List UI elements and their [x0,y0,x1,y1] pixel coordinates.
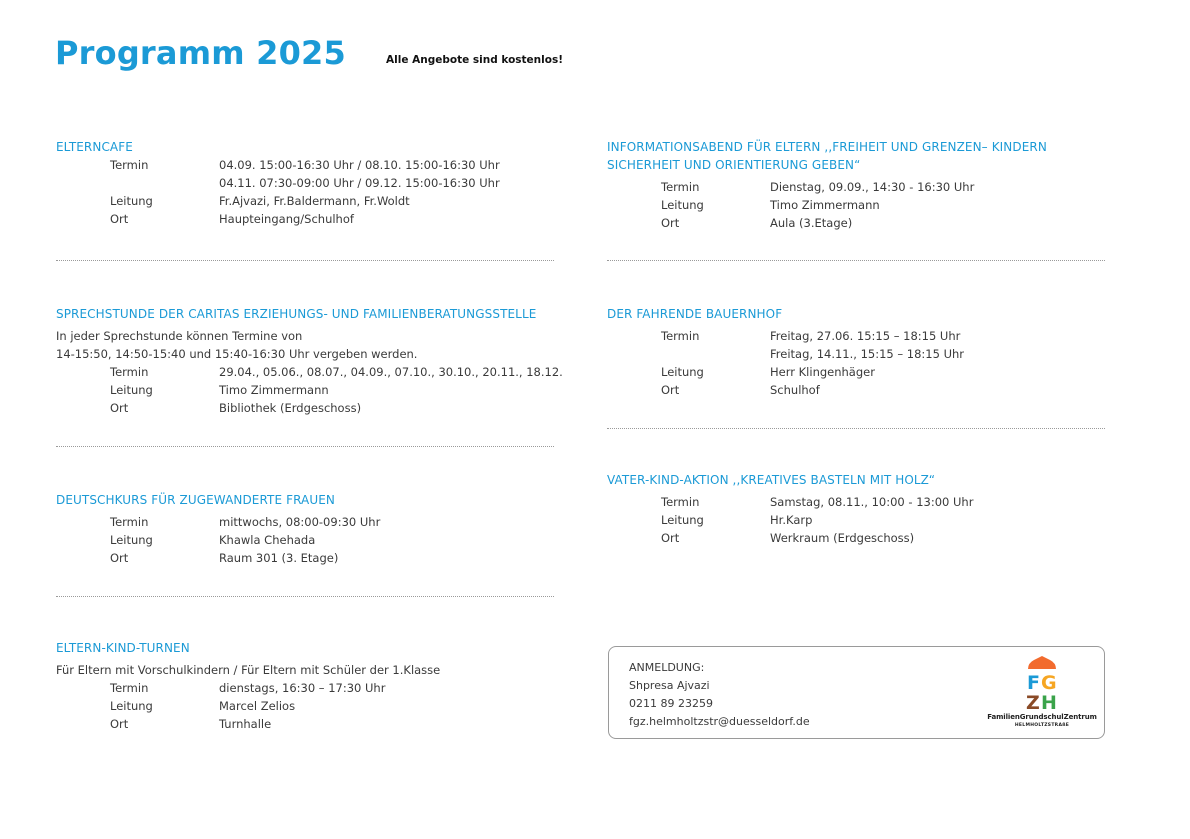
row-label: Ort [110,551,129,565]
row-value: Timo Zimmermann [770,198,880,212]
row-value: Bibliothek (Erdgeschoss) [219,401,362,415]
fgzh-logo [987,655,1097,735]
row-ort [56,399,554,417]
row-label: Termin [110,515,149,529]
dotted-divider [56,446,554,447]
left-column [56,138,563,733]
row-value: 04.09. 15:00-16:30 Uhr / 08.10. 15:00-16:30 Uhr [219,158,500,172]
row-label: Leitung [110,194,153,208]
row-termin [607,327,1105,345]
row-leitung [56,381,554,399]
section-title: DER FAHRENDE BAUERNHOF [607,307,783,321]
row-termin-cont [56,174,554,192]
row-label: Leitung [661,198,704,212]
row-leitung [607,511,1105,529]
section-sprechstunde [56,305,563,417]
row-label: Ort [661,216,680,230]
row-label: Termin [110,365,149,379]
logo-letter-g: G [1041,672,1057,694]
row-label: Ort [661,531,680,545]
intro-text: 14-15:50, 14:50-15:40 und 15:40-16:30 Uhr vergeben werden. [56,347,418,361]
contact-phone[interactable]: 0211 89 23259 [629,697,713,710]
row-label: Ort [110,401,129,415]
row-ort [56,715,554,733]
registration-box [608,646,1105,739]
house-logo-icon [987,655,1097,713]
dotted-divider [56,260,554,261]
row-label: Leitung [110,383,153,397]
row-termin [56,679,554,697]
row-termin [56,156,554,174]
row-value: Freitag, 14.11., 15:15 – 18:15 Uhr [770,347,965,361]
row-value: 29.04., 05.06., 08.07., 04.09., 07.10., 30.10., 20.11., 18.12. [219,365,563,379]
row-termin [607,493,1105,511]
section-vaterkind [607,471,1105,547]
contact-email[interactable]: fgz.helmholtzstr@duesseldorf.de [629,715,810,728]
row-leitung [56,531,554,549]
free-offers-note: Alle Angebote sind kostenlos! [386,54,563,66]
row-leitung [56,697,554,715]
row-label: Ort [110,212,129,226]
section-elterncafe [56,138,554,228]
registration-label: ANMELDUNG: [629,661,705,674]
logo-letter-f: F [1027,672,1040,694]
row-value: Werkraum (Erdgeschoss) [770,531,915,545]
row-value: Samstag, 08.11., 10:00 - 13:00 Uhr [770,495,974,509]
row-value: Khawla Chehada [219,533,316,547]
section-bauernhof [607,305,1105,399]
row-ort [607,214,1105,232]
row-leitung [607,363,1105,381]
section-title: VATER-KIND-AKTION ,,KREATIVES BASTELN MIT HOLZ“ [607,473,936,487]
dotted-divider [56,596,554,597]
row-value: Turnhalle [219,717,272,731]
row-label: Termin [661,180,700,194]
section-title: ELTERN-KIND-TURNEN [56,641,190,655]
row-value: mittwochs, 08:00-09:30 Uhr [219,515,381,529]
right-column [607,138,1105,547]
logo-letter-h: H [1041,692,1057,713]
row-label: Leitung [661,513,704,527]
section-title: ELTERNCAFE [56,140,133,154]
row-value: Herr Klingenhäger [770,365,875,379]
section-title-cont: SICHERHEIT UND ORIENTIERUNG GEBEN“ [607,158,861,172]
row-termin [56,513,554,531]
row-label: Termin [661,329,700,343]
row-value: dienstags, 16:30 – 17:30 Uhr [219,681,386,695]
row-value: Aula (3.Etage) [770,216,853,230]
row-value: Marcel Zelios [219,699,296,713]
intro-text: In jeder Sprechstunde können Termine von [56,329,303,343]
logo-subtitle: HELMHOLTZSTRAßE [1014,723,1070,728]
row-ort [607,529,1105,547]
section-deutschkurs [56,491,554,567]
logo-letter-z: Z [1026,692,1040,713]
section-infoabend [607,138,1105,232]
row-label: Leitung [110,533,153,547]
row-label: Leitung [110,699,153,713]
row-ort [607,381,1105,399]
contact-name: Shpresa Ajvazi [629,679,710,692]
section-title: DEUTSCHKURS FÜR ZUGEWANDERTE FRAUEN [56,493,335,507]
row-value: Dienstag, 09.09., 14:30 - 16:30 Uhr [770,180,975,194]
row-termin [607,178,1105,196]
row-label: Termin [661,495,700,509]
dotted-divider [607,428,1105,429]
row-value: 04.11. 07:30-09:00 Uhr / 09.12. 15:00-16:30 Uhr [219,176,500,190]
row-label: Ort [661,383,680,397]
row-value: Haupteingang/Schulhof [219,212,354,226]
row-value: Freitag, 27.06. 15:15 – 18:15 Uhr [770,329,961,343]
row-value: Hr.Karp [770,513,813,527]
dotted-divider [607,260,1105,261]
row-leitung [56,192,554,210]
section-turnen [56,639,554,733]
row-leitung [607,196,1105,214]
intro-text: Für Eltern mit Vorschulkindern / Für Eltern mit Schüler der 1.Klasse [56,663,441,677]
row-value: Fr.Ajvazi, Fr.Baldermann, Fr.Woldt [219,194,410,208]
row-termin [56,363,563,381]
row-ort [56,549,554,567]
row-value: Timo Zimmermann [219,383,329,397]
row-label: Termin [110,158,149,172]
section-title: SPRECHSTUNDE DER CARITAS ERZIEHUNGS- UND FAMILIENBERATUNGSSTELLE [56,307,537,321]
registration-text [629,659,810,731]
row-label: Leitung [661,365,704,379]
logo-name: FamilienGrundschulZentrum [987,713,1097,721]
row-label: Ort [110,717,129,731]
row-termin-cont [607,345,1105,363]
row-label: Termin [110,681,149,695]
row-value: Raum 301 (3. Etage) [219,551,339,565]
page-title: Programm 2025 [55,34,346,72]
row-ort [56,210,554,228]
row-value: Schulhof [770,383,820,397]
section-title: INFORMATIONSABEND FÜR ELTERN ,,FREIHEIT UND GRENZEN– KINDERN [607,140,1047,154]
